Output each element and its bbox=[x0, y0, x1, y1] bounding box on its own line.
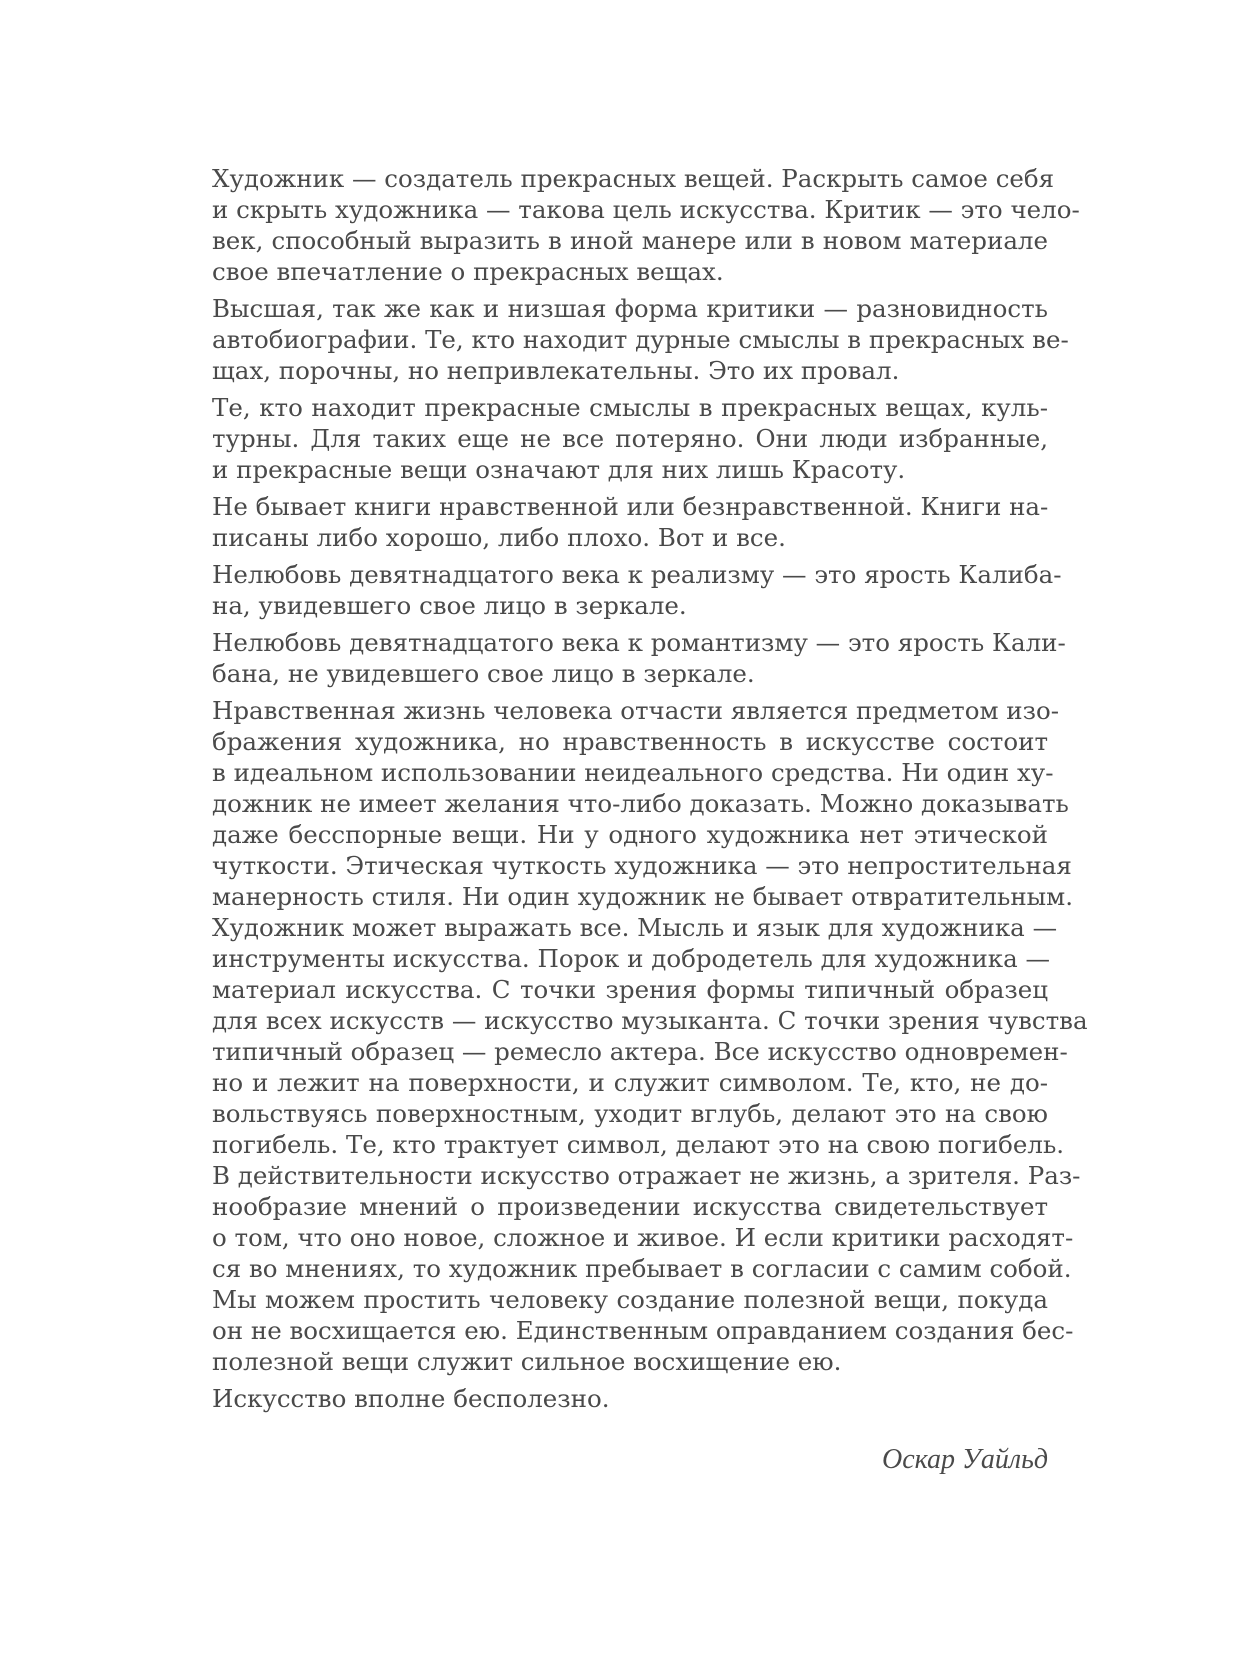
paragraph bbox=[212, 293, 1069, 386]
text-line: свое впечатление о прекрасных вещах. bbox=[212, 257, 724, 286]
text-line: для всех искусств — искусство музыканта. С точки зрения чувства bbox=[212, 1006, 1088, 1035]
text-line: Нелюбовь девятнадцатого века к реализму — это ярость Калиба- bbox=[212, 560, 1062, 589]
text-line: в идеальном использовании неидеального средства. Ни один ху- bbox=[212, 758, 1054, 787]
text-line: полезной вещи служит сильное восхищение ею. bbox=[212, 1347, 842, 1376]
text-line: о том, что оно новое, сложное и живое. И если критики расходят- bbox=[212, 1223, 1074, 1252]
paragraph bbox=[212, 559, 1062, 621]
text-line: и скрыть художника — такова цель искусства. Критик — это чело- bbox=[212, 195, 1080, 224]
text-line: Нравственная жизнь человека отчасти является предметом изо- bbox=[212, 696, 1060, 725]
text-line: манерность стиля. Ни один художник не бывает отвратительным. bbox=[212, 882, 1073, 911]
text-line: даже бесспорные вещи. Ни у одного художника нет этической bbox=[212, 820, 1048, 849]
text-line: Искусство вполне бесполезно. bbox=[212, 1384, 610, 1413]
text-line: щах, порочны, но непривлекательны. Это их провал. bbox=[212, 356, 900, 385]
text-line: нообразие мнений о произведении искусства свидетельствует bbox=[212, 1192, 1048, 1221]
text-line: погибель. Те, кто трактует символ, делают это на свою погибель. bbox=[212, 1130, 1065, 1159]
paragraph bbox=[212, 392, 1048, 485]
text-line: вольствуясь поверхностным, уходит вглубь, делают это на свою bbox=[212, 1099, 1048, 1128]
text-line: Высшая, так же как и низшая форма критики — разновидность bbox=[212, 294, 1048, 323]
text-line: Нелюбовь девятнадцатого века к романтизму — это ярость Кали- bbox=[212, 628, 1066, 657]
text-line: Те, кто находит прекрасные смыслы в прекрасных вещах, куль- bbox=[212, 393, 1048, 422]
text-line: Художник может выражать все. Мысль и язык для художника — bbox=[212, 913, 1058, 942]
body-text bbox=[212, 163, 1088, 1420]
text-line: ся во мнениях, то художник пребывает в согласии с самим собой. bbox=[212, 1254, 1072, 1283]
text-line: и прекрасные вещи означают для них лишь Красоту. bbox=[212, 455, 906, 484]
text-line: турны. Для таких еще не все потеряно. Они люди избранные, bbox=[212, 424, 1048, 453]
text-line: Не бывает книги нравственной или безнравственной. Книги на- bbox=[212, 492, 1049, 521]
text-line: век, способный выразить в иной манере или в новом материале bbox=[212, 226, 1048, 255]
paragraph bbox=[212, 163, 1080, 287]
text-line: чуткости. Этическая чуткость художника — это непростительная bbox=[212, 851, 1072, 880]
text-line: материал искусства. С точки зрения формы типичный образец bbox=[212, 975, 1048, 1004]
text-line: Мы можем простить человеку создание полезной вещи, покуда bbox=[212, 1285, 1048, 1314]
text-line: он не восхищается ею. Единственным оправданием создания бес- bbox=[212, 1316, 1074, 1345]
paragraph bbox=[212, 627, 1066, 689]
text-line: типичный образец — ремесло актера. Все искусство одновремен- bbox=[212, 1037, 1068, 1066]
author-signature: Оскар Уайльд bbox=[881, 1444, 1048, 1475]
text-line: писаны либо хорошо, либо плохо. Вот и все. bbox=[212, 523, 786, 552]
text-line: бражения художника, но нравственность в искусстве состоит bbox=[212, 727, 1048, 756]
text-line: бана, не увидевшего свое лицо в зеркале. bbox=[212, 659, 755, 688]
text-line: на, увидевшего свое лицо в зеркале. bbox=[212, 591, 687, 620]
text-line: дожник не имеет желания что-либо доказать. Можно доказывать bbox=[212, 789, 1069, 818]
paragraph bbox=[212, 491, 1048, 553]
text-line: В действительности искусство отражает не жизнь, а зрителя. Раз- bbox=[212, 1161, 1081, 1190]
text-line: автобиографии. Те, кто находит дурные смыслы в прекрасных ве- bbox=[212, 325, 1069, 354]
paragraph bbox=[212, 695, 1088, 1377]
text-line: инструменты искусства. Порок и добродетель для художника — bbox=[212, 944, 1050, 973]
paragraph bbox=[212, 1383, 1048, 1414]
text-line: Художник — создатель прекрасных вещей. Раскрыть самое себя bbox=[212, 164, 1055, 193]
text-line: но и лежит на поверхности, и служит символом. Те, кто, не до- bbox=[212, 1068, 1048, 1097]
